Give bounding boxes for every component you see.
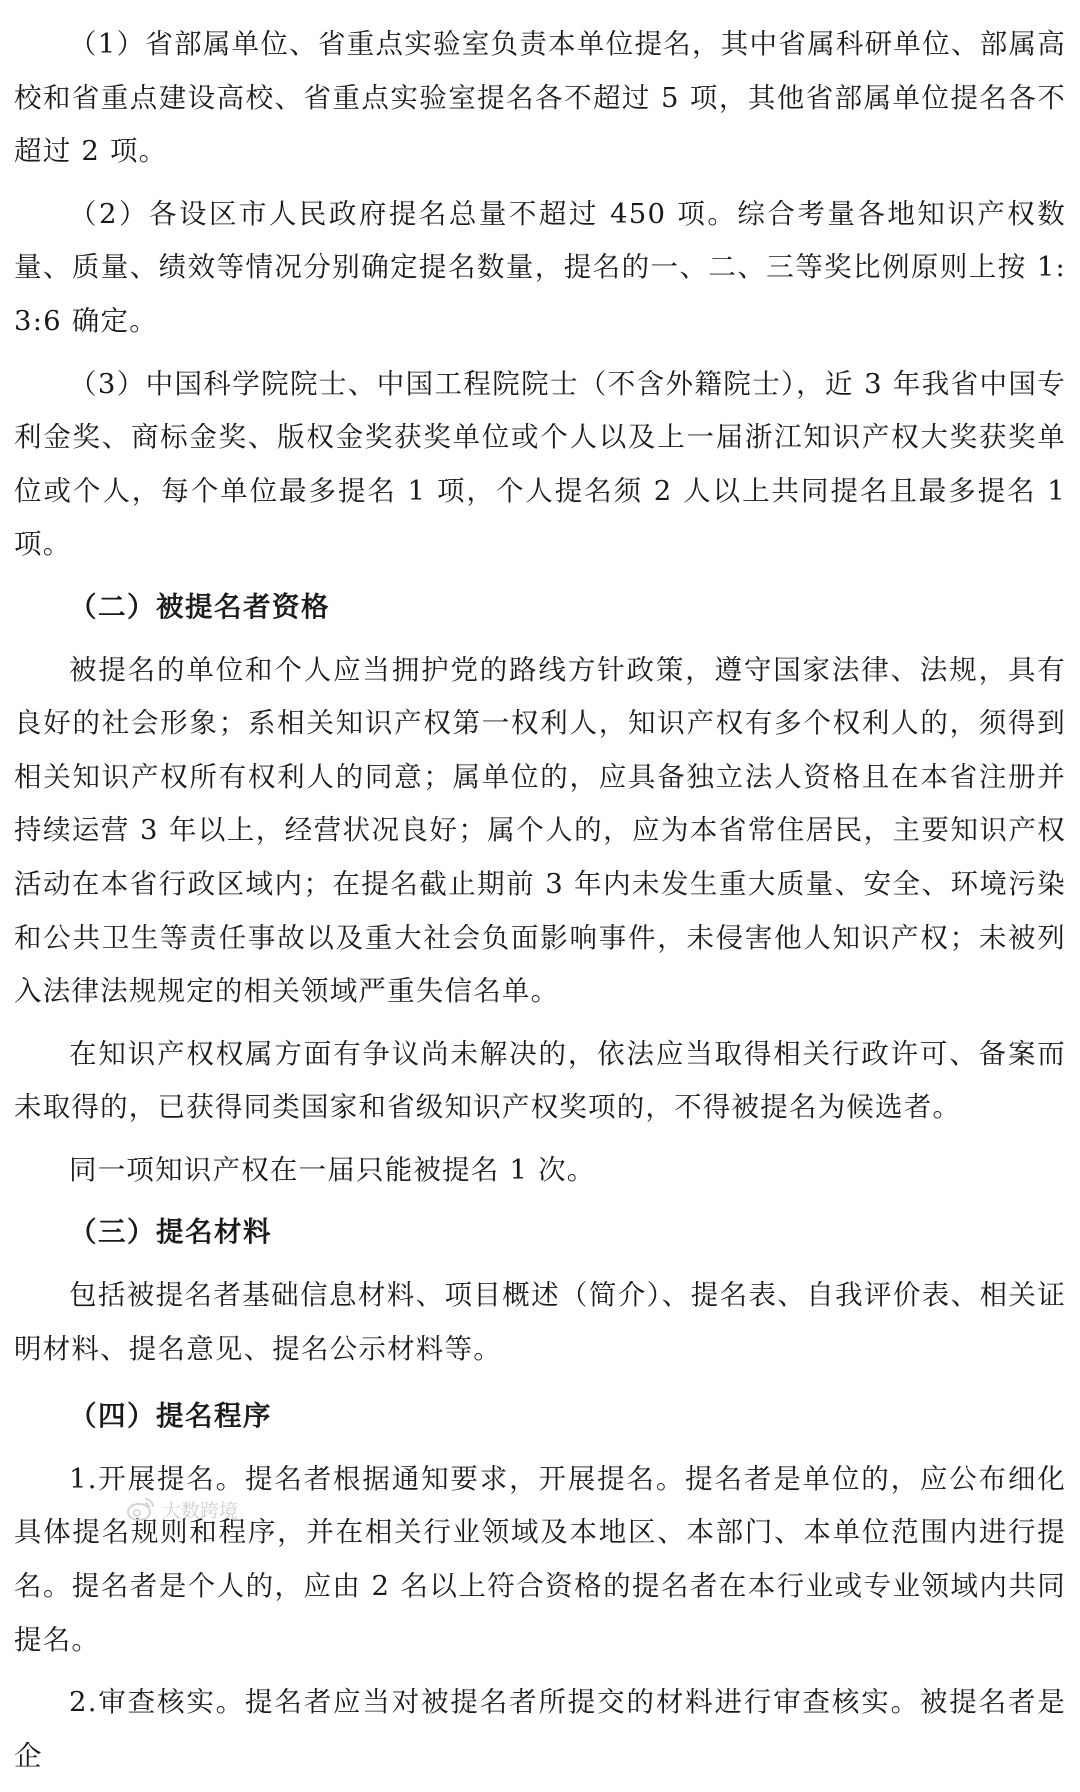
paragraph-step-review: 2.审查核实。提名者应当对被提名者所提交的材料进行审查核实。被提名者是企 xyxy=(14,1686,1066,1772)
paragraph-exclusions: 在知识产权权属方面有争议尚未解决的，依法应当取得相关行政许可、备案而未取得的，已获得同类国家和省级知识产权奖项的，不得被提名为候选者。 xyxy=(14,1037,1066,1124)
paragraph-once-per-session: 同一项知识产权在一届只能被提名 1 次。 xyxy=(69,1153,596,1186)
weibo-icon xyxy=(126,1496,156,1522)
paragraph-provincial-units: （1）省部属单位、省重点实验室负责本单位提名，其中省属科研单位、部属高校和省重点建设高校、省重点实验室提名各不超过 5 项，其他省部属单位提名各不超过 2 项。 xyxy=(14,28,1066,168)
paragraph-step-nominate: 1.开展提名。提名者根据通知要求，开展提名。提名者是单位的，应公布细化具体提名规则和程序，并在相关行业领域及本地区、本部门、本单位范围内进行提名。提名者是个人的，应由 2 名以上符合资格的提名者在本行业或专业领域内共同提名。 xyxy=(14,1462,1066,1656)
section-heading-nominee-qualification: （二）被提名者资格 xyxy=(69,590,330,623)
paragraph-materials-list: 包括被提名者基础信息材料、项目概述（简介）、提名表、自我评价表、相关证明材料、提名意见、提名公示材料等。 xyxy=(14,1279,1066,1365)
paragraph-academicians: （3）中国科学院院士、中国工程院院士（不含外籍院士），近 3 年我省中国专利金奖、商标金奖、版权金奖获奖单位或个人以及上一届浙江知识产权大奖获奖单位或个人，每个单位最多提名 1 项，个人提名须 2 人以上共同提名且最多提名 1 项。 xyxy=(14,367,1066,561)
paragraph-city-governments: （2）各设区市人民政府提名总量不超过 450 项。综合考量各地知识产权数量、质量、绩效等情况分别确定提名数量，提名的一、二、三等奖比例原则上按 1:3:6 确定。 xyxy=(14,197,1066,337)
section-heading-nomination-materials: （三）提名材料 xyxy=(69,1216,272,1249)
watermark xyxy=(126,1494,238,1524)
watermark-text: 大数跨境 xyxy=(162,1499,239,1522)
section-heading-nomination-procedure: （四）提名程序 xyxy=(69,1400,272,1433)
paragraph-nominee-requirements: 被提名的单位和个人应当拥护党的路线方针政策，遵守国家法律、法规，具有良好的社会形象；系相关知识产权第一权利人，知识产权有多个权利人的，须得到相关知识产权所有权利人的同意；属单位的，应具备独立法人资格且在本省注册并持续运营 3 年以上，经营状况良好；属个人的，应为本省常住居民，主要知识产权活动在本省行政区域内；在提名截止期前 3 年内未发生重大质量、安全、环境污染和公共卫生等责任事故以及重大社会负面影响事件，未侵害他人知识产权；未被列入法律法规规定的相关领域严重失信名单。 xyxy=(14,653,1066,1008)
document-page xyxy=(14,18,1066,1792)
